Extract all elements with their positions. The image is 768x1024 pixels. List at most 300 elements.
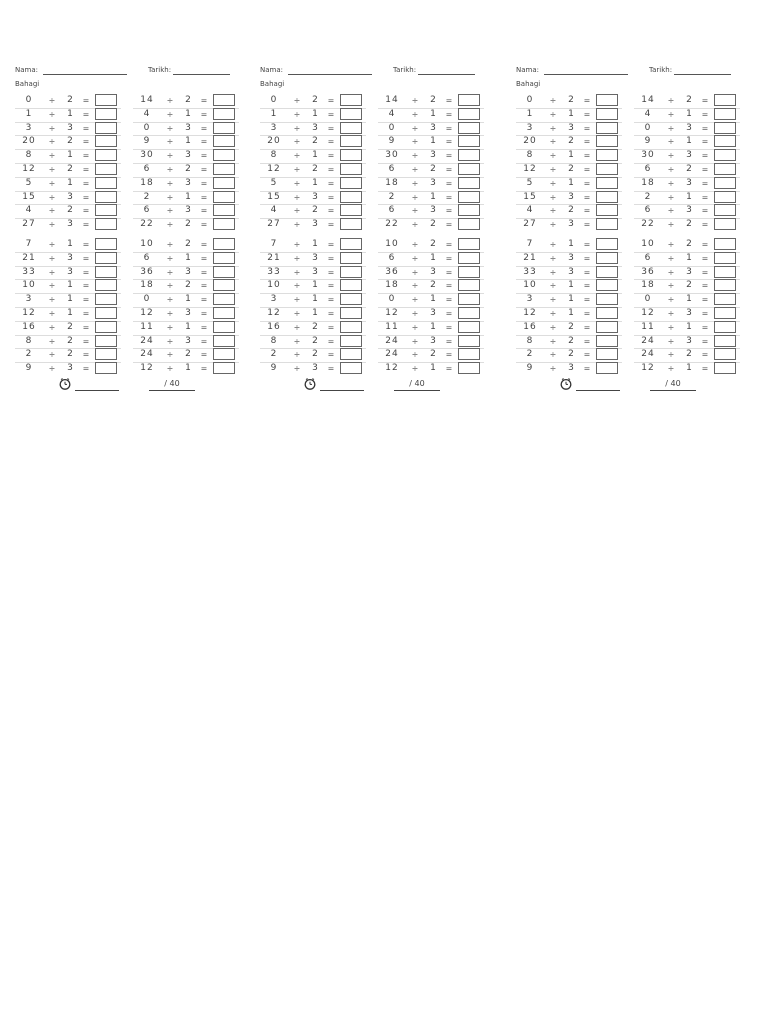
equals-sign: =	[82, 295, 90, 305]
answer-box[interactable]	[458, 293, 480, 305]
answer-box[interactable]	[213, 177, 235, 189]
answer-box[interactable]	[596, 218, 618, 230]
answer-box[interactable]	[95, 266, 117, 278]
dividend: 3	[270, 122, 278, 133]
problem-row	[260, 266, 366, 279]
problem-row	[378, 238, 484, 251]
answer-box[interactable]	[213, 108, 235, 120]
answer-box[interactable]	[340, 108, 362, 120]
answer-box[interactable]	[95, 238, 117, 250]
answer-box[interactable]	[596, 321, 618, 333]
answer-box[interactable]	[714, 238, 736, 250]
tarikh-field[interactable]	[173, 74, 230, 75]
equals-sign: =	[583, 123, 591, 133]
divisor: 1	[312, 308, 318, 318]
divisor: 3	[430, 150, 436, 161]
divide-sign: ÷	[293, 220, 301, 230]
problem-row	[634, 252, 740, 265]
answer-box[interactable]	[340, 94, 362, 106]
answer-box[interactable]	[714, 321, 736, 333]
answer-box[interactable]	[458, 348, 480, 360]
sheet-footer	[15, 374, 241, 394]
answer-box[interactable]	[458, 238, 480, 250]
divide-sign: ÷	[166, 336, 174, 346]
answer-box[interactable]	[95, 348, 117, 360]
divide-sign: ÷	[667, 178, 675, 188]
nama-field[interactable]	[43, 74, 127, 75]
divide-sign: ÷	[48, 165, 56, 174]
answer-box[interactable]	[95, 191, 117, 203]
answer-box[interactable]	[340, 238, 362, 250]
divide-sign: ÷	[411, 350, 419, 360]
dividend: 2	[270, 349, 278, 360]
problem-row	[133, 122, 239, 135]
divide-sign: ÷	[667, 96, 675, 105]
equals-sign: =	[445, 267, 453, 277]
answer-box[interactable]	[95, 321, 117, 333]
divide-sign: ÷	[166, 240, 174, 249]
answer-box[interactable]	[714, 307, 736, 319]
divisor: 2	[312, 335, 318, 346]
tarikh-field[interactable]	[674, 74, 731, 75]
answer-box[interactable]	[340, 279, 362, 291]
dividend: 21	[267, 252, 281, 263]
divisor: 1	[568, 150, 574, 161]
dividend: 36	[140, 266, 154, 277]
answer-box[interactable]	[95, 108, 117, 120]
answer-box[interactable]	[458, 135, 480, 147]
equals-sign: =	[82, 322, 90, 332]
answer-box[interactable]	[213, 204, 235, 216]
answer-box[interactable]	[213, 266, 235, 278]
tarikh-label: Tarikh:	[649, 66, 673, 74]
divisor: 1	[430, 136, 436, 147]
divide-sign: ÷	[549, 240, 557, 249]
divisor: 3	[67, 122, 73, 133]
answer-box[interactable]	[340, 362, 362, 374]
divide-sign: ÷	[549, 165, 557, 174]
divisor: 2	[686, 219, 692, 230]
divisor: 3	[185, 150, 191, 161]
dividend: 4	[644, 108, 652, 119]
dividend: 8	[25, 150, 33, 161]
divide-sign: ÷	[667, 295, 675, 305]
dividend: 0	[388, 294, 396, 305]
dividend: 27	[523, 219, 537, 230]
answer-box[interactable]	[95, 218, 117, 230]
dividend: 10	[22, 280, 36, 291]
answer-box[interactable]	[95, 293, 117, 305]
divide-sign: ÷	[293, 295, 301, 305]
answer-box[interactable]	[714, 149, 736, 161]
answer-box[interactable]	[714, 279, 736, 291]
answer-box[interactable]	[596, 293, 618, 305]
divide-sign: ÷	[411, 267, 419, 277]
answer-box[interactable]	[213, 293, 235, 305]
answer-box[interactable]	[213, 163, 235, 175]
answer-box[interactable]	[458, 191, 480, 203]
divide-sign: ÷	[411, 109, 419, 119]
dividend: 7	[526, 239, 534, 249]
answer-box[interactable]	[714, 135, 736, 147]
answer-box[interactable]	[95, 94, 117, 106]
equals-sign: =	[200, 178, 208, 188]
answer-box[interactable]	[714, 348, 736, 360]
answer-box[interactable]	[340, 266, 362, 278]
score-label: / 40	[149, 378, 195, 391]
answer-box[interactable]	[458, 94, 480, 106]
answer-box[interactable]	[458, 279, 480, 291]
divide-sign: ÷	[411, 178, 419, 188]
divide-sign: ÷	[411, 295, 419, 305]
answer-box[interactable]	[340, 293, 362, 305]
answer-box[interactable]	[340, 335, 362, 347]
answer-box[interactable]	[714, 108, 736, 120]
equals-sign: =	[82, 151, 90, 161]
divide-sign: ÷	[411, 309, 419, 318]
answer-box[interactable]	[596, 108, 618, 120]
answer-box[interactable]	[596, 348, 618, 360]
divide-sign: ÷	[411, 364, 419, 374]
problem-row	[133, 252, 239, 265]
dividend: 22	[385, 219, 399, 230]
dividend: 30	[140, 150, 154, 161]
problem-row	[516, 293, 622, 306]
answer-box[interactable]	[458, 177, 480, 189]
equals-sign: =	[82, 364, 90, 374]
answer-box[interactable]	[714, 218, 736, 230]
answer-box[interactable]	[458, 307, 480, 319]
answer-box[interactable]	[95, 335, 117, 347]
equals-sign: =	[583, 151, 591, 161]
divide-sign: ÷	[667, 322, 675, 332]
equals-sign: =	[200, 295, 208, 305]
answer-box[interactable]	[95, 362, 117, 374]
divide-sign: ÷	[166, 295, 174, 305]
divisor: 3	[185, 266, 191, 277]
answer-box[interactable]	[213, 335, 235, 347]
divide-sign: ÷	[48, 178, 56, 188]
answer-box[interactable]	[340, 204, 362, 216]
problem-row	[634, 307, 740, 320]
dividend: 18	[140, 280, 154, 291]
dividend: 0	[644, 294, 652, 305]
nama-label: Nama:	[15, 66, 38, 74]
problem-row	[260, 163, 366, 176]
answer-box[interactable]	[714, 252, 736, 264]
divide-sign: ÷	[166, 281, 174, 291]
answer-box[interactable]	[714, 335, 736, 347]
divisor: 3	[568, 122, 574, 133]
sheet-footer	[260, 374, 486, 394]
answer-box[interactable]	[596, 163, 618, 175]
nama-field[interactable]	[544, 74, 628, 75]
answer-box[interactable]	[340, 348, 362, 360]
divide-sign: ÷	[667, 137, 675, 147]
divide-sign: ÷	[549, 151, 557, 161]
divisor: 2	[568, 136, 574, 147]
answer-box[interactable]	[213, 191, 235, 203]
answer-box[interactable]	[714, 122, 736, 134]
answer-box[interactable]	[596, 362, 618, 374]
answer-box[interactable]	[596, 279, 618, 291]
answer-box[interactable]	[596, 135, 618, 147]
answer-box[interactable]	[458, 321, 480, 333]
answer-box[interactable]	[458, 149, 480, 161]
answer-box[interactable]	[340, 163, 362, 175]
equals-sign: =	[583, 220, 591, 230]
problem-row	[133, 218, 239, 231]
problem-row	[133, 321, 239, 334]
nama-field[interactable]	[288, 74, 372, 75]
divisor: 2	[185, 95, 191, 105]
divide-sign: ÷	[293, 206, 301, 216]
problem-row	[634, 135, 740, 148]
answer-box[interactable]	[340, 177, 362, 189]
dividend: 0	[388, 122, 396, 133]
equals-sign: =	[327, 364, 335, 374]
dividend: 0	[644, 122, 652, 133]
equals-sign: =	[701, 350, 709, 360]
problem-row	[133, 204, 239, 217]
problem-row	[260, 149, 366, 162]
dividend: 12	[140, 363, 154, 374]
divisor: 1	[312, 294, 318, 305]
answer-box[interactable]	[714, 293, 736, 305]
answer-box[interactable]	[596, 177, 618, 189]
dividend: 24	[385, 349, 399, 360]
dividend: 2	[25, 349, 33, 360]
answer-box[interactable]	[458, 362, 480, 374]
answer-box[interactable]	[596, 204, 618, 216]
dividend: 3	[526, 122, 534, 133]
dividend: 36	[385, 266, 399, 277]
divisor: 1	[67, 150, 73, 161]
divisor: 3	[568, 363, 574, 374]
answer-box[interactable]	[340, 307, 362, 319]
answer-box[interactable]	[213, 348, 235, 360]
answer-box[interactable]	[340, 218, 362, 230]
divide-sign: ÷	[549, 96, 557, 105]
answer-box[interactable]	[95, 163, 117, 175]
divide-sign: ÷	[411, 192, 419, 202]
divide-sign: ÷	[549, 309, 557, 318]
answer-box[interactable]	[714, 191, 736, 203]
problem-row	[516, 279, 622, 292]
answer-box[interactable]	[714, 163, 736, 175]
divide-sign: ÷	[48, 137, 56, 147]
equals-sign: =	[82, 267, 90, 277]
answer-box[interactable]	[714, 362, 736, 374]
answer-box[interactable]	[213, 238, 235, 250]
dividend: 18	[140, 177, 154, 188]
equals-sign: =	[445, 322, 453, 332]
divisor: 3	[67, 252, 73, 263]
problem-row	[260, 335, 366, 348]
divisor: 1	[568, 308, 574, 318]
answer-box[interactable]	[340, 149, 362, 161]
divisor: 2	[67, 164, 73, 174]
equals-sign: =	[445, 137, 453, 147]
answer-box[interactable]	[596, 252, 618, 264]
answer-box[interactable]	[714, 266, 736, 278]
problem-row	[260, 293, 366, 306]
answer-box[interactable]	[340, 135, 362, 147]
nama-label: Nama:	[260, 66, 283, 74]
answer-box[interactable]	[340, 122, 362, 134]
equals-sign: =	[701, 253, 709, 263]
answer-box[interactable]	[213, 321, 235, 333]
divisor: 2	[568, 205, 574, 216]
answer-box[interactable]	[213, 135, 235, 147]
dividend: 9	[270, 363, 278, 374]
answer-box[interactable]	[95, 135, 117, 147]
answer-box[interactable]	[340, 321, 362, 333]
answer-box[interactable]	[213, 149, 235, 161]
answer-box[interactable]	[458, 204, 480, 216]
divide-sign: ÷	[293, 364, 301, 374]
answer-box[interactable]	[458, 163, 480, 175]
answer-box[interactable]	[213, 252, 235, 264]
equals-sign: =	[200, 364, 208, 374]
equals-sign: =	[701, 281, 709, 291]
dividend: 7	[25, 239, 33, 249]
dividend: 14	[385, 95, 399, 105]
divisor: 3	[430, 122, 436, 133]
divisor: 2	[185, 280, 191, 291]
dividend: 0	[143, 294, 151, 305]
time-field[interactable]	[576, 390, 620, 391]
divide-sign: ÷	[667, 206, 675, 216]
equals-sign: =	[327, 267, 335, 277]
answer-box[interactable]	[596, 238, 618, 250]
answer-box[interactable]	[95, 204, 117, 216]
divisor: 2	[568, 321, 574, 332]
answer-box[interactable]	[596, 307, 618, 319]
divisor: 3	[67, 266, 73, 277]
answer-box[interactable]	[714, 177, 736, 189]
problem-row	[133, 149, 239, 162]
divisor: 2	[686, 164, 692, 174]
answer-box[interactable]	[213, 362, 235, 374]
divisor: 3	[430, 205, 436, 216]
divide-sign: ÷	[549, 267, 557, 277]
dividend: 30	[641, 150, 655, 161]
problem-row	[378, 135, 484, 148]
divide-sign: ÷	[166, 364, 174, 374]
answer-box[interactable]	[95, 177, 117, 189]
divisor: 1	[430, 321, 436, 332]
answer-box[interactable]	[596, 191, 618, 203]
divisor: 2	[312, 321, 318, 332]
answer-box[interactable]	[213, 279, 235, 291]
answer-box[interactable]	[714, 94, 736, 106]
sheet-footer	[516, 374, 742, 394]
dividend: 12	[641, 308, 655, 318]
answer-box[interactable]	[596, 94, 618, 106]
dividend: 5	[526, 177, 534, 188]
problem-row	[133, 335, 239, 348]
divisor: 1	[185, 108, 191, 119]
divide-sign: ÷	[549, 220, 557, 230]
answer-box[interactable]	[458, 122, 480, 134]
divisor: 2	[312, 95, 318, 105]
tarikh-field[interactable]	[418, 74, 475, 75]
answer-box[interactable]	[458, 218, 480, 230]
answer-box[interactable]	[596, 149, 618, 161]
answer-box[interactable]	[714, 204, 736, 216]
answer-box[interactable]	[95, 307, 117, 319]
answer-box[interactable]	[458, 252, 480, 264]
divisor: 2	[185, 349, 191, 360]
divide-sign: ÷	[48, 267, 56, 277]
divide-sign: ÷	[166, 309, 174, 318]
problem-row	[378, 307, 484, 320]
answer-box[interactable]	[596, 266, 618, 278]
dividend: 9	[388, 136, 396, 147]
problem-row	[260, 321, 366, 334]
equals-sign: =	[327, 206, 335, 216]
problem-row	[634, 94, 740, 107]
divisor: 2	[67, 335, 73, 346]
answer-box[interactable]	[213, 218, 235, 230]
time-field[interactable]	[320, 390, 364, 391]
answer-box[interactable]	[458, 335, 480, 347]
problem-row	[15, 135, 121, 148]
equals-sign: =	[82, 220, 90, 230]
answer-box[interactable]	[340, 252, 362, 264]
time-field[interactable]	[75, 390, 119, 391]
divide-sign: ÷	[667, 267, 675, 277]
answer-box[interactable]	[458, 266, 480, 278]
divisor: 1	[185, 363, 191, 374]
answer-box[interactable]	[95, 279, 117, 291]
answer-box[interactable]	[95, 122, 117, 134]
answer-box[interactable]	[340, 191, 362, 203]
answer-box[interactable]	[596, 335, 618, 347]
equals-sign: =	[327, 295, 335, 305]
equals-sign: =	[327, 281, 335, 291]
divide-sign: ÷	[549, 192, 557, 202]
answer-box[interactable]	[458, 108, 480, 120]
answer-box[interactable]	[95, 149, 117, 161]
divide-sign: ÷	[549, 336, 557, 346]
divide-sign: ÷	[166, 253, 174, 263]
answer-box[interactable]	[213, 94, 235, 106]
problem-row	[516, 122, 622, 135]
dividend: 15	[22, 191, 36, 202]
problem-row	[516, 108, 622, 121]
divisor: 1	[686, 191, 692, 202]
answer-box[interactable]	[596, 122, 618, 134]
dividend: 16	[267, 321, 281, 332]
answer-box[interactable]	[213, 307, 235, 319]
dividend: 1	[25, 108, 33, 119]
divisor: 2	[430, 164, 436, 174]
divisor: 1	[686, 321, 692, 332]
divide-sign: ÷	[549, 295, 557, 305]
dividend: 6	[388, 252, 396, 263]
problem-row	[133, 293, 239, 306]
equals-sign: =	[327, 109, 335, 119]
divide-sign: ÷	[166, 192, 174, 202]
divisor: 1	[430, 363, 436, 374]
problem-row	[634, 321, 740, 334]
equals-sign: =	[701, 206, 709, 216]
answer-box[interactable]	[95, 252, 117, 264]
problem-row	[634, 108, 740, 121]
answer-box[interactable]	[213, 122, 235, 134]
